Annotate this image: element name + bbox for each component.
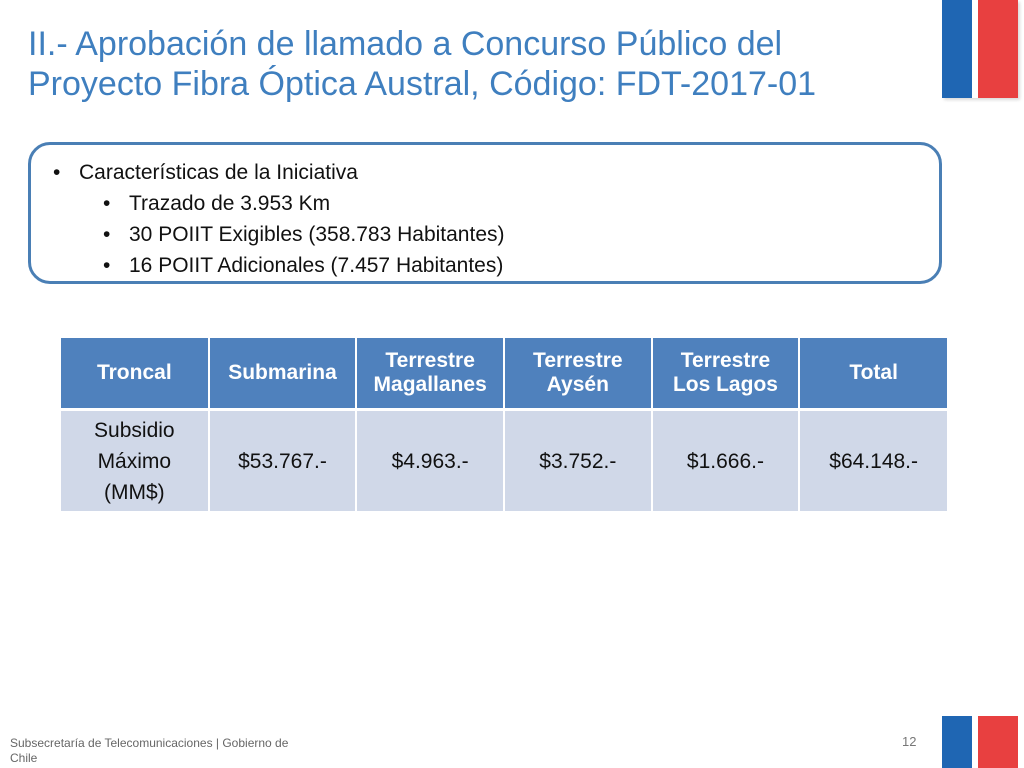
cell-terrestre-magallanes: $4.963.- <box>356 410 504 512</box>
chile-flag-logo-bottom <box>942 716 1018 768</box>
characteristics-item-additional-poiit: • 16 POIIT Adicionales (7.457 Habitantes) <box>53 250 939 281</box>
header-terrestre-los-lagos: Terrestre Los Lagos <box>652 338 800 410</box>
initiative-characteristics-box <box>28 142 942 284</box>
header-troncal: Troncal <box>61 338 209 410</box>
characteristics-list <box>53 157 939 281</box>
header-submarina: Submarina <box>209 338 357 410</box>
characteristics-item-required-poiit: • 30 POIIT Exigibles (358.783 Habitantes) <box>53 219 939 250</box>
chile-flag-logo-top <box>942 0 1018 98</box>
cell-total: $64.148.- <box>799 410 947 512</box>
page-number: 12 <box>902 734 917 749</box>
flag-red-stripe <box>978 0 1018 98</box>
header-terrestre-magallanes: Terrestre Magallanes <box>356 338 504 410</box>
cell-terrestre-los-lagos: $1.666.- <box>652 410 800 512</box>
flag-blue-stripe <box>942 716 972 768</box>
slide-title-line-1: II.- Aprobación de llamado a Concurso Público del <box>28 25 783 63</box>
row-label-subsidio-maximo: Subsidio Máximo (MM$) <box>61 410 209 512</box>
table-row <box>61 410 947 512</box>
header-terrestre-aysen: Terrestre Aysén <box>504 338 652 410</box>
subsidy-table <box>61 338 947 511</box>
characteristics-heading: • Características de la Iniciativa <box>53 157 939 188</box>
slide-title-line-2: Proyecto Fibra Óptica Austral, Código: FDT-2017-01 <box>28 65 817 103</box>
flag-red-stripe <box>978 716 1018 768</box>
characteristics-item-route: • Trazado de 3.953 Km <box>53 188 939 219</box>
cell-submarina: $53.767.- <box>209 410 357 512</box>
header-total: Total <box>799 338 947 410</box>
flag-blue-stripe <box>942 0 972 98</box>
table-header-row <box>61 338 947 410</box>
slide-title <box>28 24 928 104</box>
cell-terrestre-aysen: $3.752.- <box>504 410 652 512</box>
footer-organization: Subsecretaría de Telecomunicaciones | Gobierno de Chile <box>10 736 289 765</box>
